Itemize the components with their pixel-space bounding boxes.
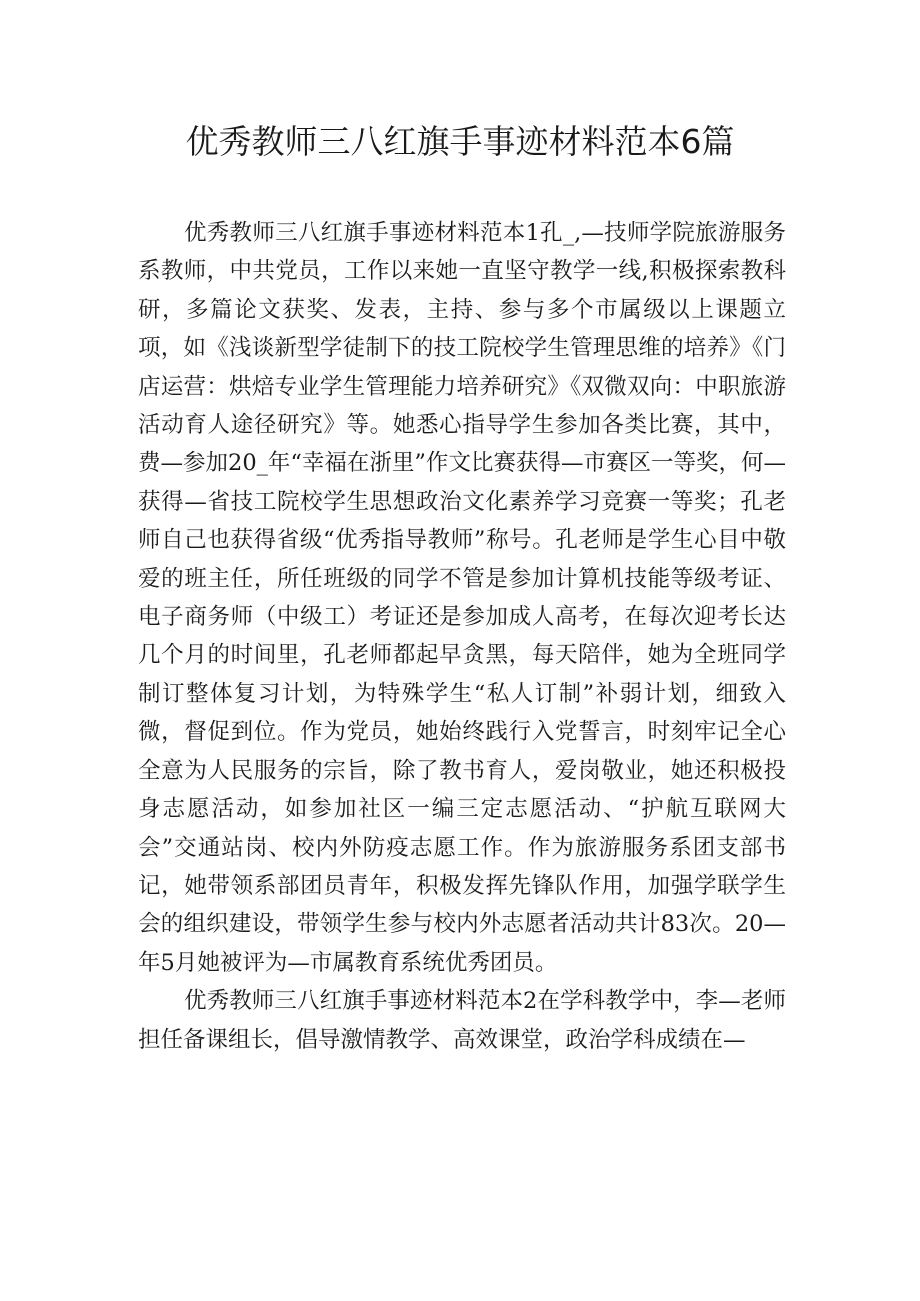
paragraph-2: 优秀教师三八红旗手事迹材料范本2在学科教学中，李—老师担任备课组长，倡导激情教学、高效课堂，政治学科成绩在— [138, 988, 786, 1053]
document-title: 优秀教师三八红旗手事迹材料范本6篇 [185, 122, 735, 161]
paragraph-1: 优秀教师三八红旗手事迹材料范本1孔_,—技师学院旅游服务系教师，中共党员，工作以来她一直坚守教学一线,积极探索教科研，多篇论文获奖、发表，主持、参与多个市属级以上课题立项，如《浅谈新型学徒制下的技工院校学生管理思维的培养》《门店运营：烘焙专业学生管理能力培养研究》《双微双向：中职旅游活动育人途径研究》等。她悉心指导学生参加各类比赛，其中，费—参加20_年“幸福在浙里”作文比赛获得—市赛区一等奖，何—获得—省技工院校学生思想政治文化素养学习竞赛一等奖；孔老师自己也获得省级“优秀指导教师”称号。孔老师是学生心目中敬爱的班主任，所任班级的同学不管是参加计算机技能等级考证、电子商务师（中级工）考证还是参加成人高考，在每次迎考长达几个月的时间里，孔老师都起早贪黑，每天陪伴，她为全班同学制订整体复习计划，为特殊学生“私人订制”补弱计划，细致入微，督促到位。作为党员，她始终践行入党誓言，时刻牢记全心全意为人民服务的宗旨，除了教书育人，爱岗敬业，她还积极投身志愿活动，如参加社区一编三定志愿活动、“护航互联网大会”交通站岗、校内外防疫志愿工作。作为旅游服务系团支部书记，她带领系部团员青年，积极发挥先锋队作用，加强学联学生会的组织建设，带领学生参与校内外志愿者活动共计83次。20—年5月她被评为—市属教育系统优秀团员。 [138, 220, 786, 976]
document-body [138, 214, 786, 1059]
